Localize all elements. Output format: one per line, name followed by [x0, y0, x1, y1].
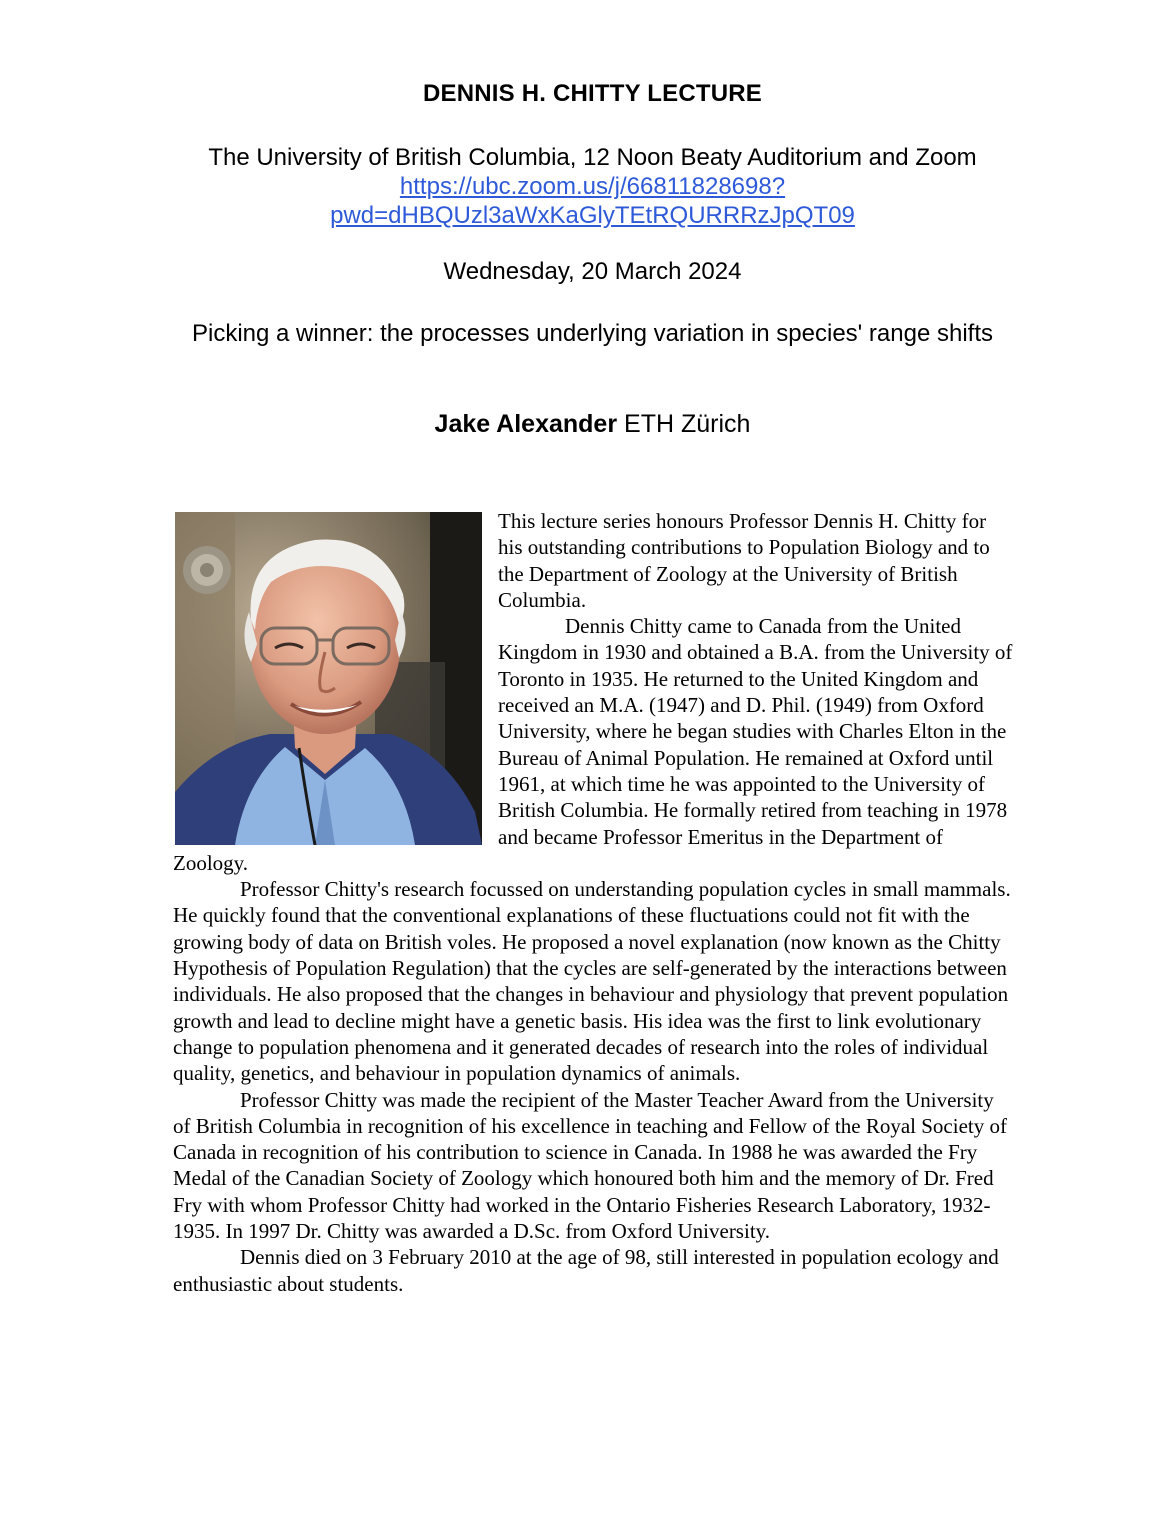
biography-text [173, 508, 1013, 1297]
portrait-photo [175, 512, 482, 845]
talk-title: Picking a winner: the processes underlying variation in species' range shifts [192, 320, 993, 347]
lecture-title: DENNIS H. CHITTY LECTURE [422, 80, 763, 107]
paragraph-research: Professor Chitty's research focussed on understanding population cycles in small mammals. He quickly found that the conventional explanations of these fluctuations could not fit with the growing body of data on British voles. He proposed a novel explanation (now known as the Chitty Hypothesis of Population Regulation) that the cycles are self-generated by the interactions between individuals. He also proposed that the changes in behaviour and physiology that prevent population growth and lead to decline might have a genetic basis. His idea was the first to link evolutionary change to population phenomena and it generated decades of research into the roles of individual quality, genetics, and behaviour in population dynamics of animals. [173, 877, 1011, 1086]
zoom-link-line1[interactable]: https://ubc.zoom.us/j/66811828698? [399, 173, 786, 200]
venue-text: The University of British Columbia, 12 Noon Beaty Auditorium and Zoom [208, 144, 977, 171]
zoom-link[interactable] [330, 173, 855, 229]
speaker-name: Jake Alexander [434, 410, 618, 438]
speaker-affiliation: ETH Zürich [624, 410, 751, 438]
venue-block [160, 143, 1025, 230]
lecture-date: Wednesday, 20 March 2024 [443, 258, 742, 285]
paragraph-biography: Dennis Chitty came to Canada from the United Kingdom in 1930 and obtained a B.A. from the University of Toronto in 1935. He returned to the United Kingdom and received an M.A. (1947) and D. Phil. (1949) from Oxford University, where he began studies with Charles Elton in the Bureau of Animal Population. He remained at Oxford until 1961, at which time he was appointed to the University of British Columbia. He formally retired from teaching in 1978 and became Professor Emeritus in the Department of Zoology. [173, 614, 1013, 875]
paragraph-intro: This lecture series honours Professor Dennis H. Chitty for his outstanding contributions to Population Biology and to the Department of Zoology at the University of British Columbia. [498, 509, 990, 612]
zoom-link-line2[interactable]: pwd=dHBQUzl3aWxKaGlyTEtRQURRRzJpQT09 [330, 202, 855, 229]
paragraph-death: Dennis died on 3 February 2010 at the age of 98, still interested in population ecology and enthusiastic about students. [173, 1245, 999, 1296]
portrait-illustration [175, 512, 482, 845]
paragraph-honours: Professor Chitty was made the recipient of the Master Teacher Award from the University of British Columbia in recognition of his excellence in teaching and Fellow of the Royal Society of Canada in recognition of his contribution to science in Canada. In 1988 he was awarded the Fry Medal of the Canadian Society of Zoology which honoured both him and the memory of Dr. Fred Fry with whom Professor Chitty had worked in the Ontario Fisheries Research Laboratory, 1932-1935. In 1997 Dr. Chitty was awarded a D.Sc. from Oxford University. [173, 1087, 1007, 1244]
speaker-line [160, 410, 1025, 439]
